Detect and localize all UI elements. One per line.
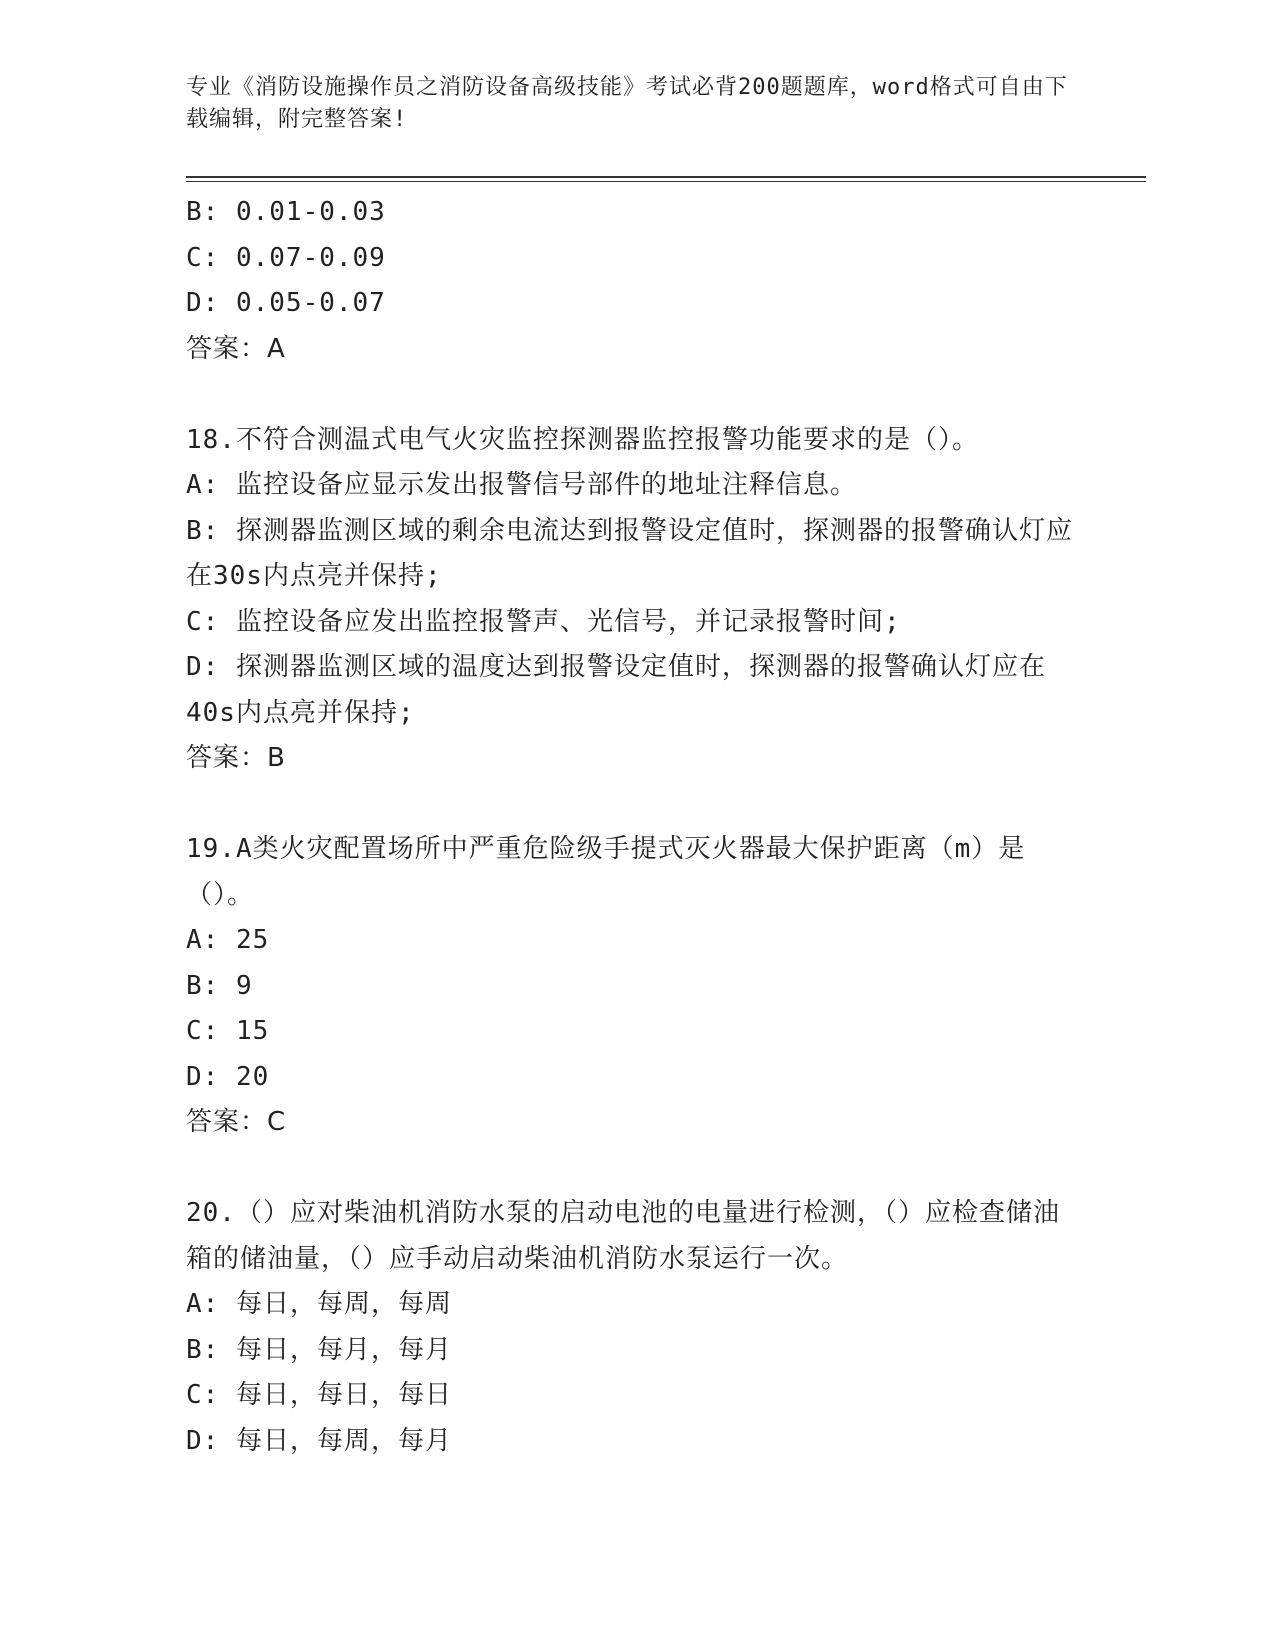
document-header: 专业《消防设施操作员之消防设备高级技能》考试必背200题题库，word格式可自由下载编辑，附完整答案! [186,75,1068,132]
question-17-tail [186,190,1086,372]
question-20 [186,1191,1086,1464]
question-stem: 20.（）应对柴油机消防水泵的启动电池的电量进行检测，（）应检查储油箱的储油量，（）应手动启动柴油机消防水泵运行一次。 [186,1198,1060,1274]
option-c: C: 0.07-0.09 [186,242,386,273]
question-19 [186,827,1086,1146]
option-b: B: 0.01-0.03 [186,197,386,227]
answer: 答案：B [186,743,286,773]
option-b: B: 9 [186,970,253,1001]
option-c: C: 15 [186,1016,270,1046]
option-d: D: 每日，每周，每月 [186,1425,452,1456]
question-stem: 18.不符合测温式电气火灾监控探测器监控报警功能要求的是（）。 [186,424,979,455]
question-18 [186,418,1086,782]
option-b: B: 探测器监测区域的剩余电流达到报警设定值时，探测器的报警确认灯应在30s内点亮并保持; [186,515,1073,591]
question-list [186,190,1086,1464]
option-d: D: 0.05-0.07 [186,288,386,318]
header-divider-thin [186,181,1146,182]
option-a: A: 每日，每周，每周 [186,1289,452,1319]
option-d: D: 20 [186,1061,270,1092]
option-b: B: 每日，每月，每月 [186,1334,452,1365]
option-d: D: 探测器监测区域的温度达到报警设定值时，探测器的报警确认灯应在40s内点亮并保持; [186,652,1046,728]
header-divider [186,176,1146,178]
option-c: C: 监控设备应发出监控报警声、光信号，并记录报警时间; [186,606,901,637]
option-a: A: 监控设备应显示发出报警信号部件的地址注释信息。 [186,470,857,500]
option-c: C: 每日，每日，每日 [186,1380,452,1410]
answer: 答案：A [186,333,286,364]
question-stem: 19.A类火灾配置场所中严重危险级手提式灭火器最大保护距离（m）是（）。 [186,834,1026,910]
option-a: A: 25 [186,925,270,955]
answer: 答案：C [186,1107,287,1137]
